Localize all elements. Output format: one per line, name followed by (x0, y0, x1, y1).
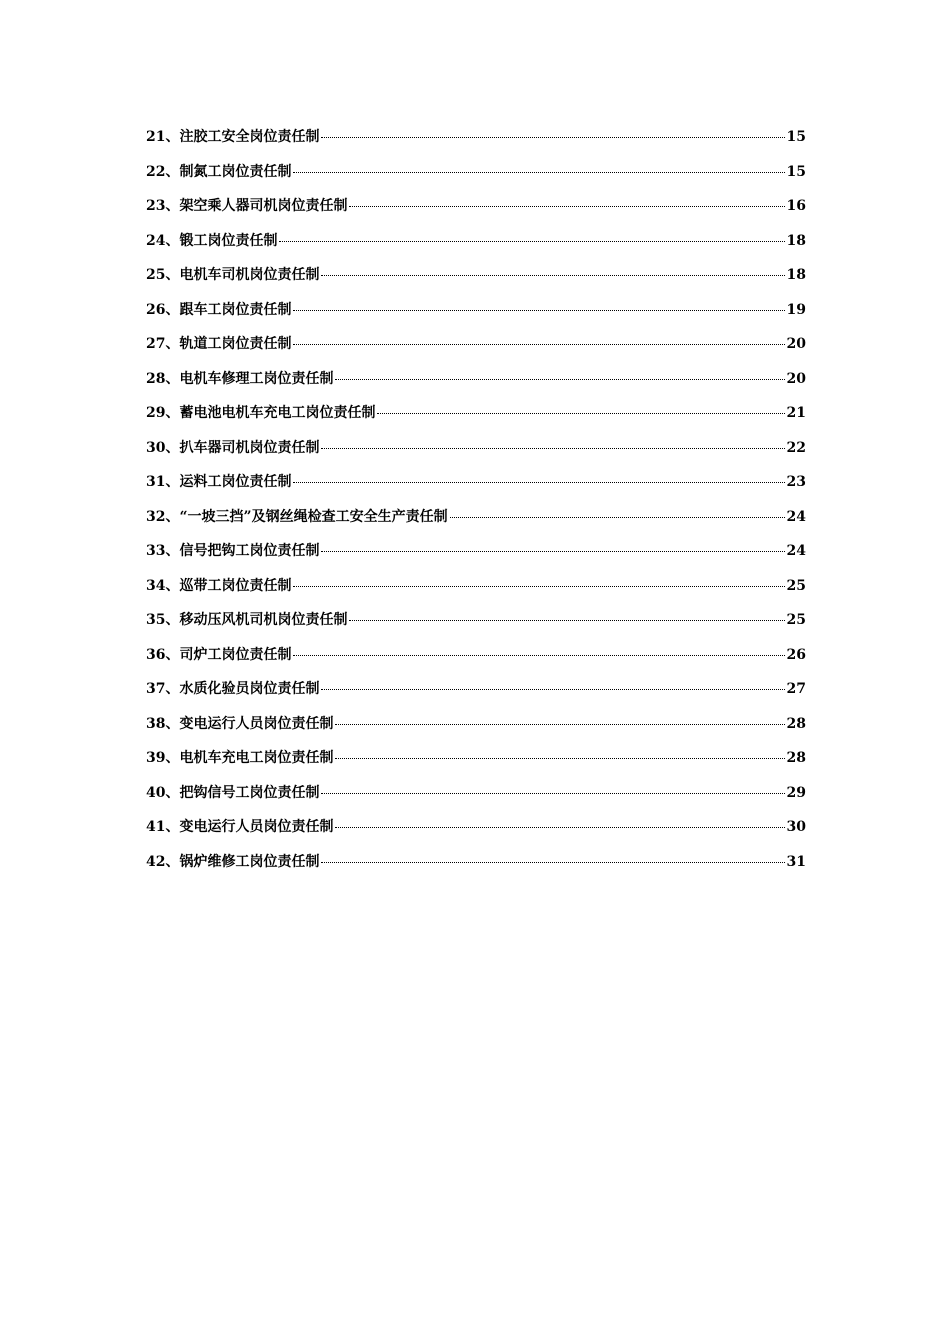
toc-page-number: 27 (786, 681, 806, 697)
toc-entry-title: 35、移动压风机司机岗位责任制 (146, 612, 348, 628)
toc-entry-38[interactable] (146, 713, 806, 748)
toc-page-number: 18 (786, 267, 806, 283)
toc-entry-title: 22、制氮工岗位责任制 (146, 163, 292, 180)
toc-entry-title: 27、轨道工岗位责任制 (146, 336, 292, 352)
toc-entry-title: 28、电机车修理工岗位责任制 (146, 370, 334, 387)
toc-dot-leader (335, 758, 784, 759)
toc-page-number: 25 (786, 577, 806, 594)
toc-page-number: 19 (786, 301, 806, 318)
toc-dot-leader (279, 241, 784, 242)
toc-page-number: 18 (786, 232, 806, 249)
toc-dot-leader (335, 379, 784, 380)
toc-entry-title: 25、电机车司机岗位责任制 (146, 267, 320, 283)
toc-page-number: 26 (786, 646, 806, 663)
toc-page-number: 28 (786, 750, 806, 766)
toc-page-number: 20 (786, 370, 806, 387)
toc-entry-41[interactable] (146, 816, 806, 851)
toc-page-number: 23 (786, 474, 806, 490)
toc-page-number: 21 (786, 405, 806, 421)
toc-entry-title: 29、蓄电池电机车充电工岗位责任制 (146, 405, 376, 421)
toc-entry-26[interactable] (146, 299, 806, 334)
toc-entry-title: 26、跟车工岗位责任制 (146, 301, 292, 318)
toc-entry-title: 31、运料工岗位责任制 (146, 474, 292, 490)
toc-dot-leader (321, 275, 784, 276)
toc-entry-23[interactable] (146, 195, 806, 230)
toc-entry-42[interactable] (146, 851, 806, 886)
toc-dot-leader (321, 551, 784, 552)
toc-page-number: 15 (786, 163, 806, 180)
toc-page-number: 20 (786, 336, 806, 352)
toc-entry-33[interactable] (146, 540, 806, 575)
toc-entry-title: 34、巡带工岗位责任制 (146, 577, 292, 594)
toc-entry-32[interactable] (146, 506, 806, 541)
toc-page-number: 22 (786, 439, 806, 456)
toc-dot-leader (293, 586, 784, 587)
toc-page-number: 25 (786, 612, 806, 628)
toc-entry-title: 39、电机车充电工岗位责任制 (146, 750, 334, 766)
toc-entry-title: 38、变电运行人员岗位责任制 (146, 715, 334, 732)
toc-entry-27[interactable] (146, 333, 806, 368)
toc-entry-title: 23、架空乘人器司机岗位责任制 (146, 198, 348, 214)
toc-entry-40[interactable] (146, 782, 806, 817)
toc-entry-title: 32、“一坡三挡”及钢丝绳检查工安全生产责任制 (146, 508, 448, 525)
toc-entry-29[interactable] (146, 402, 806, 437)
toc-dot-leader (335, 724, 784, 725)
toc-dot-leader (293, 310, 784, 311)
toc-dot-leader (349, 620, 784, 621)
toc-entry-title: 42、锅炉维修工岗位责任制 (146, 853, 320, 870)
toc-entry-25[interactable] (146, 264, 806, 299)
toc-dot-leader (293, 482, 784, 483)
toc-entry-22[interactable] (146, 161, 806, 196)
toc-entry-35[interactable] (146, 609, 806, 644)
table-of-contents (146, 126, 806, 885)
toc-entry-title: 24、锻工岗位责任制 (146, 232, 278, 249)
toc-entry-34[interactable] (146, 575, 806, 610)
toc-entry-title: 33、信号把钩工岗位责任制 (146, 543, 320, 559)
toc-entry-title: 36、司炉工岗位责任制 (146, 646, 292, 663)
toc-page-number: 24 (786, 543, 806, 559)
toc-entry-24[interactable] (146, 230, 806, 265)
toc-page-number: 30 (786, 819, 806, 835)
toc-dot-leader (321, 862, 784, 863)
toc-entry-30[interactable] (146, 437, 806, 472)
toc-dot-leader (349, 206, 784, 207)
toc-entry-39[interactable] (146, 747, 806, 782)
toc-entry-36[interactable] (146, 644, 806, 679)
toc-page-number: 31 (786, 853, 806, 870)
toc-dot-leader (450, 517, 785, 518)
toc-entry-title: 21、注胶工安全岗位责任制 (146, 129, 320, 145)
toc-entry-21[interactable] (146, 126, 806, 161)
toc-page-number: 29 (786, 784, 806, 801)
toc-dot-leader (377, 413, 784, 414)
toc-dot-leader (335, 827, 784, 828)
toc-page-number: 24 (786, 508, 806, 525)
toc-entry-37[interactable] (146, 678, 806, 713)
toc-dot-leader (321, 793, 784, 794)
toc-entry-title: 37、水质化验员岗位责任制 (146, 681, 320, 697)
toc-dot-leader (321, 137, 784, 138)
toc-entry-28[interactable] (146, 368, 806, 403)
toc-entry-title: 41、变电运行人员岗位责任制 (146, 819, 334, 835)
toc-dot-leader (321, 448, 784, 449)
toc-page-number: 16 (786, 198, 806, 214)
toc-dot-leader (321, 689, 784, 690)
toc-dot-leader (293, 344, 784, 345)
toc-dot-leader (293, 172, 784, 173)
toc-dot-leader (293, 655, 784, 656)
toc-entry-title: 30、扒车器司机岗位责任制 (146, 439, 320, 456)
toc-page-number: 15 (786, 129, 806, 145)
toc-entry-31[interactable] (146, 471, 806, 506)
toc-page-number: 28 (786, 715, 806, 732)
toc-entry-title: 40、把钩信号工岗位责任制 (146, 784, 320, 801)
